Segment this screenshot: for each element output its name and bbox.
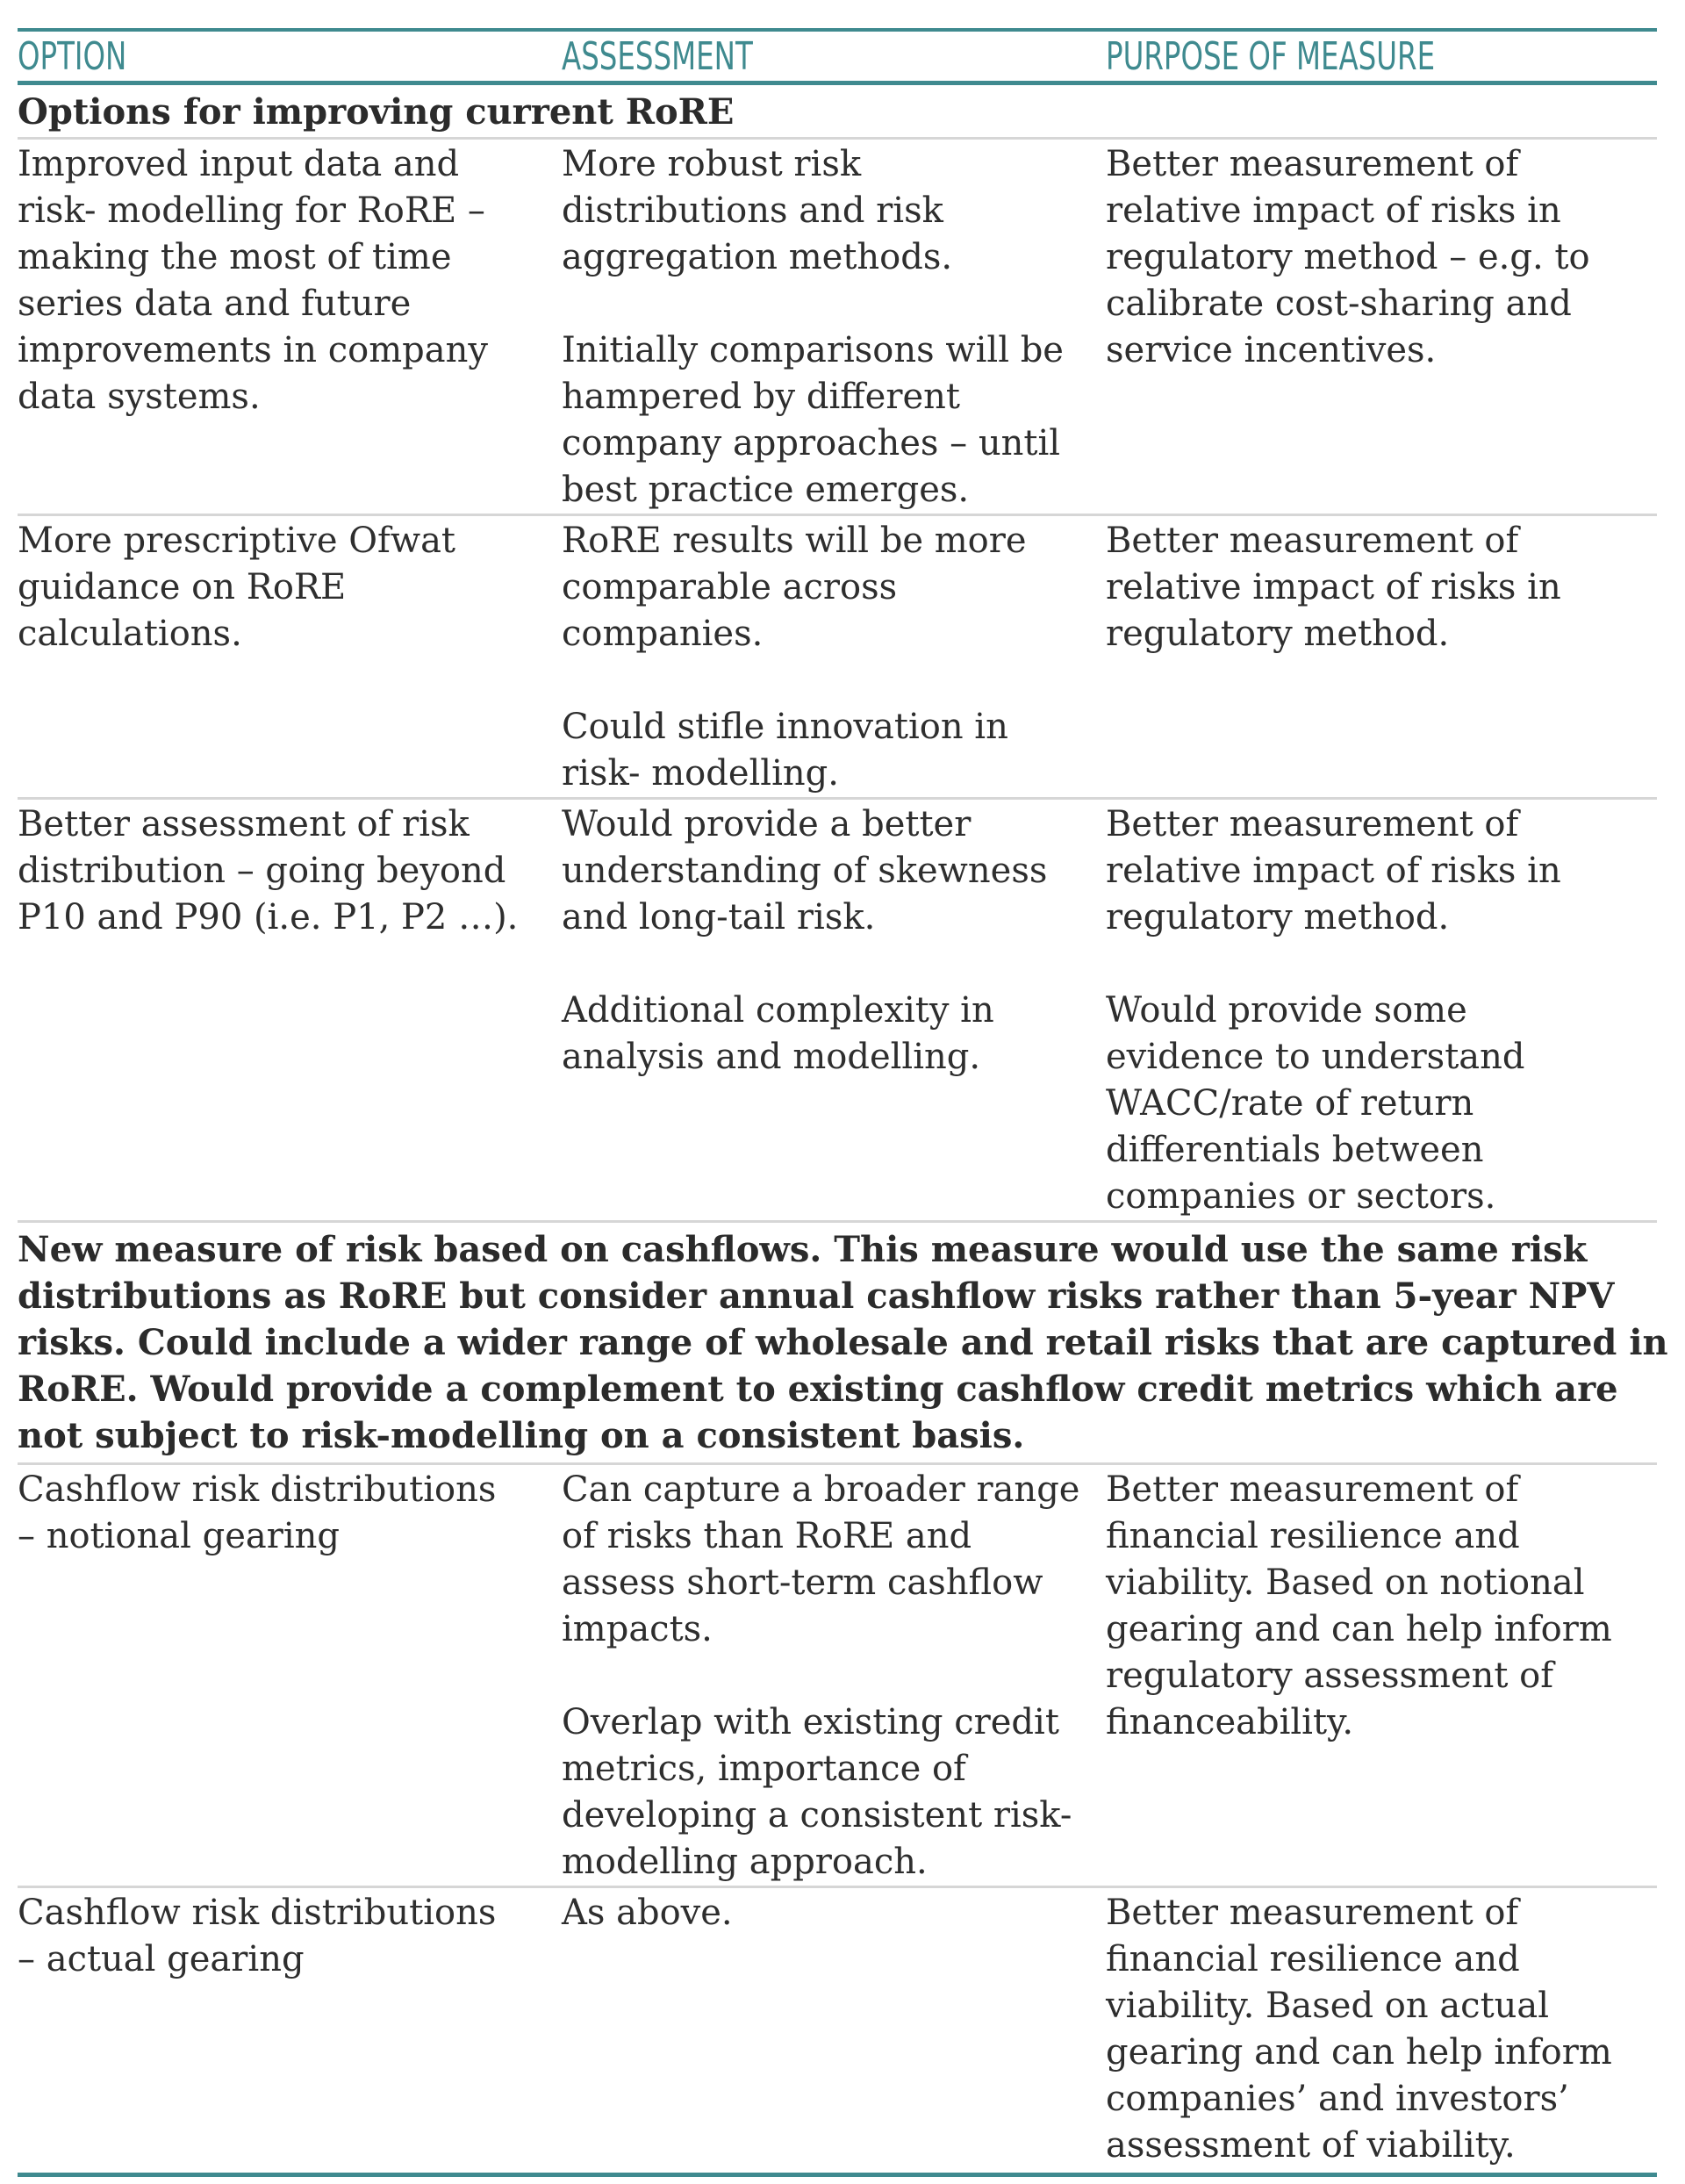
purpose-line: regulatory assessment of bbox=[1106, 1656, 1554, 1696]
purpose-line: regulatory method. bbox=[1106, 897, 1450, 938]
assessment-line: companies. bbox=[562, 614, 764, 654]
purpose-line: financial resilience and bbox=[1106, 1939, 1520, 1979]
option-line: More prescriptive Ofwat bbox=[18, 521, 456, 561]
table-bottom-rule bbox=[18, 2173, 1657, 2177]
purpose-line: regulatory method – e.g. to bbox=[1106, 237, 1590, 277]
assessment-line: company approaches – until bbox=[562, 423, 1061, 463]
section-heading-cashflow-measure bbox=[18, 1223, 1668, 1462]
assessment-line: RoRE results will be more bbox=[562, 521, 1027, 561]
assessment-line: Initially comparisons will be bbox=[562, 330, 1064, 370]
option-cell bbox=[18, 1467, 562, 1886]
purpose-line: relative impact of risks in bbox=[1106, 567, 1561, 607]
purpose-line: calibrate cost-sharing and bbox=[1106, 284, 1572, 324]
header-option: OPTION bbox=[18, 33, 127, 79]
purpose-line: WACC/rate of return bbox=[1106, 1083, 1474, 1124]
table-row bbox=[18, 1465, 1657, 1886]
purpose-line: viability. Based on actual bbox=[1106, 1986, 1550, 2026]
table-row bbox=[18, 140, 1657, 514]
purpose-line: Better measurement of bbox=[1106, 1893, 1519, 1933]
options-table bbox=[18, 28, 1668, 2177]
option-line: P10 and P90 (i.e. P1, P2 …). bbox=[18, 897, 519, 938]
section-line: distributions as RoRE but consider annual cashflow risks rather than 5-year NPV bbox=[18, 1275, 1615, 1317]
assessment-line: aggregation methods. bbox=[562, 237, 953, 277]
option-line: making the most of time bbox=[18, 237, 452, 277]
option-cell bbox=[18, 1890, 562, 2169]
table-row bbox=[18, 1888, 1657, 2169]
purpose-line: gearing and can help inform bbox=[1106, 2032, 1612, 2073]
assessment-line: modelling approach. bbox=[562, 1842, 928, 1882]
purpose-line: Better measurement of bbox=[1106, 521, 1519, 561]
purpose-line: differentials between bbox=[1106, 1130, 1484, 1170]
purpose-cell bbox=[1106, 518, 1657, 797]
purpose-line: evidence to understand bbox=[1106, 1037, 1525, 1077]
purpose-line: relative impact of risks in bbox=[1106, 851, 1561, 891]
purpose-line: Better measurement of bbox=[1106, 144, 1519, 184]
option-cell bbox=[18, 801, 562, 1220]
option-line: series data and future bbox=[18, 284, 412, 324]
table-header-row bbox=[18, 32, 1657, 81]
purpose-cell bbox=[1106, 1467, 1657, 1886]
assessment-line: best practice emerges. bbox=[562, 470, 970, 510]
assessment-line: Can capture a broader range bbox=[562, 1469, 1080, 1510]
purpose-line: Would provide some bbox=[1106, 990, 1467, 1031]
assessment-cell bbox=[562, 1467, 1106, 1886]
section-line: risks. Could include a wider range of wholesale and retail risks that are captured in bbox=[18, 1322, 1668, 1363]
section-line: RoRE. Would provide a complement to existing cashflow credit metrics which are bbox=[18, 1369, 1618, 1410]
assessment-line: developing a consistent risk- bbox=[562, 1795, 1072, 1836]
option-line: Cashflow risk distributions bbox=[18, 1469, 497, 1510]
table-row bbox=[18, 800, 1657, 1220]
assessment-cell bbox=[562, 518, 1106, 797]
assessment-line: understanding of skewness bbox=[562, 851, 1048, 891]
assessment-line: More robust risk bbox=[562, 144, 862, 184]
assessment-line: metrics, importance of bbox=[562, 1749, 966, 1789]
purpose-line: financial resilience and bbox=[1106, 1516, 1520, 1556]
option-line: Improved input data and bbox=[18, 144, 460, 184]
assessment-cell bbox=[562, 801, 1106, 1220]
assessment-cell bbox=[562, 1890, 1106, 2169]
assessment-line: assess short-term cashflow bbox=[562, 1563, 1043, 1603]
section-line: New measure of risk based on cashflows. This measure would use the same risk bbox=[18, 1229, 1588, 1270]
option-line: Better assessment of risk bbox=[18, 804, 470, 844]
assessment-line: hampered by different bbox=[562, 377, 960, 417]
assessment-line: and long-tail risk. bbox=[562, 897, 876, 938]
assessment-line: impacts. bbox=[562, 1609, 713, 1649]
option-line: calculations. bbox=[18, 614, 242, 654]
purpose-line: regulatory method. bbox=[1106, 614, 1450, 654]
option-line: – actual gearing bbox=[18, 1939, 305, 1979]
purpose-line: service incentives. bbox=[1106, 330, 1437, 370]
assessment-line: As above. bbox=[562, 1893, 733, 1933]
header-assessment: ASSESSMENT bbox=[562, 33, 753, 79]
table-row bbox=[18, 516, 1657, 797]
section-line: not subject to risk-modelling on a consistent basis. bbox=[18, 1415, 1025, 1456]
option-line: improvements in company bbox=[18, 330, 488, 370]
assessment-line: Overlap with existing credit bbox=[562, 1702, 1059, 1742]
option-line: data systems. bbox=[18, 377, 261, 417]
assessment-line: Would provide a better bbox=[562, 804, 972, 844]
section-heading-improving-rore: Options for improving current RoRE bbox=[18, 91, 735, 133]
assessment-cell bbox=[562, 141, 1106, 514]
header-purpose-of-measure: PURPOSE OF MEASURE bbox=[1106, 33, 1436, 79]
purpose-line: Better measurement of bbox=[1106, 1469, 1519, 1510]
option-cell bbox=[18, 518, 562, 797]
option-line: risk- modelling for RoRE – bbox=[18, 190, 485, 231]
option-line: guidance on RoRE bbox=[18, 567, 347, 607]
purpose-line: gearing and can help inform bbox=[1106, 1609, 1612, 1649]
option-line: distribution – going beyond bbox=[18, 851, 506, 891]
purpose-line: relative impact of risks in bbox=[1106, 190, 1561, 231]
assessment-line: distributions and risk bbox=[562, 190, 943, 231]
option-line: Cashflow risk distributions bbox=[18, 1893, 497, 1933]
assessment-line: risk- modelling. bbox=[562, 753, 839, 794]
option-cell bbox=[18, 141, 562, 514]
assessment-line: of risks than RoRE and bbox=[562, 1516, 972, 1556]
assessment-line: Additional complexity in bbox=[562, 990, 994, 1031]
assessment-line: analysis and modelling. bbox=[562, 1037, 981, 1077]
purpose-cell bbox=[1106, 141, 1657, 514]
purpose-line: Better measurement of bbox=[1106, 804, 1519, 844]
purpose-line: companies’ and investors’ bbox=[1106, 2079, 1569, 2119]
purpose-cell bbox=[1106, 1890, 1657, 2169]
purpose-line: companies or sectors. bbox=[1106, 1176, 1496, 1217]
assessment-line: Could stifle innovation in bbox=[562, 707, 1008, 747]
purpose-cell bbox=[1106, 801, 1657, 1220]
purpose-line: financeability. bbox=[1106, 1702, 1354, 1742]
purpose-line: viability. Based on notional bbox=[1106, 1563, 1585, 1603]
purpose-line: assessment of viability. bbox=[1106, 2125, 1516, 2166]
assessment-line: comparable across bbox=[562, 567, 898, 607]
option-line: – notional gearing bbox=[18, 1516, 341, 1556]
